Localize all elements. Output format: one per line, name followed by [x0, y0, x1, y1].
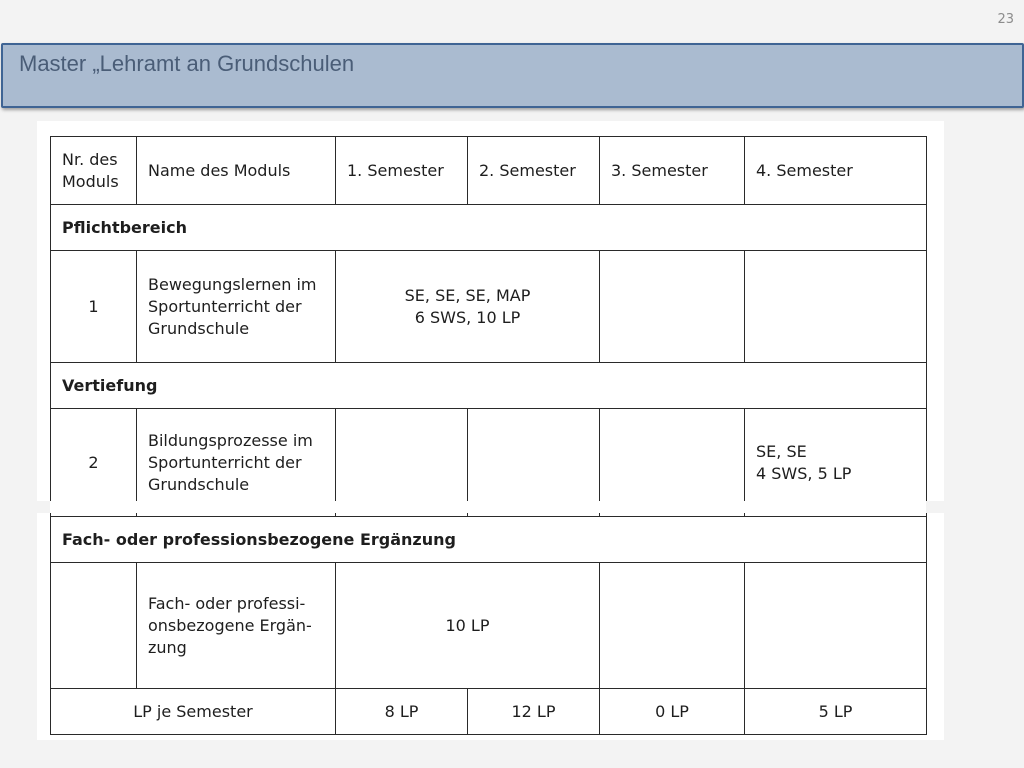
- module-table-panel: [37, 121, 944, 740]
- summary-label: LP je Semester: [51, 689, 336, 735]
- header-sem2: 2. Semester: [468, 137, 600, 205]
- summary-sem3: 0 LP: [600, 689, 745, 735]
- title-bar: [1, 43, 1024, 108]
- section-row-ergaenzung: [51, 517, 927, 563]
- section-row-pflichtbereich: [51, 205, 927, 251]
- table-row-summary: [51, 689, 927, 735]
- module-3-sem3: [600, 563, 745, 689]
- page-break-gap: [50, 501, 927, 513]
- table-row-module-3: [51, 563, 927, 689]
- table-row-module-1: [51, 251, 927, 363]
- module-1-nr: 1: [51, 251, 137, 363]
- slide-title: Master „Lehramt an Grundschulen: [19, 51, 355, 76]
- module-2-name: Bildungsprozesse im Sportunterricht der Grundschule: [137, 409, 336, 517]
- header-sem1: 1. Semester: [336, 137, 468, 205]
- page-break-mask-left: [37, 501, 50, 513]
- page-break-mask-right: [926, 501, 944, 513]
- module-1-sem3: [600, 251, 745, 363]
- section-label-pflichtbereich: Pflichtbereich: [51, 205, 927, 251]
- module-1-sem12: SE, SE, SE, MAP 6 SWS, 10 LP: [336, 251, 600, 363]
- module-3-nr: [51, 563, 137, 689]
- header-nr: Nr. des Moduls: [51, 137, 137, 205]
- module-1-sem4: [745, 251, 927, 363]
- module-2-sem4: SE, SE 4 SWS, 5 LP: [745, 409, 927, 517]
- summary-sem4: 5 LP: [745, 689, 927, 735]
- section-label-ergaenzung: Fach- oder professionsbezogene Ergänzung: [51, 517, 927, 563]
- slide-number: 23: [997, 12, 1014, 27]
- module-table: [50, 136, 927, 735]
- module-3-name: Fach- oder professi- onsbezogene Ergän- zung: [137, 563, 336, 689]
- table-header-row: [51, 137, 927, 205]
- module-3-sem12: 10 LP: [336, 563, 600, 689]
- header-sem4: 4. Semester: [745, 137, 927, 205]
- section-row-vertiefung: [51, 363, 927, 409]
- module-2-nr: 2: [51, 409, 137, 517]
- summary-sem1: 8 LP: [336, 689, 468, 735]
- summary-sem2: 12 LP: [468, 689, 600, 735]
- module-3-sem4: [745, 563, 927, 689]
- section-label-vertiefung: Vertiefung: [51, 363, 927, 409]
- header-name: Name des Moduls: [137, 137, 336, 205]
- header-sem3: 3. Semester: [600, 137, 745, 205]
- module-1-name: Bewegungslernen im Sportunterricht der Grundschule: [137, 251, 336, 363]
